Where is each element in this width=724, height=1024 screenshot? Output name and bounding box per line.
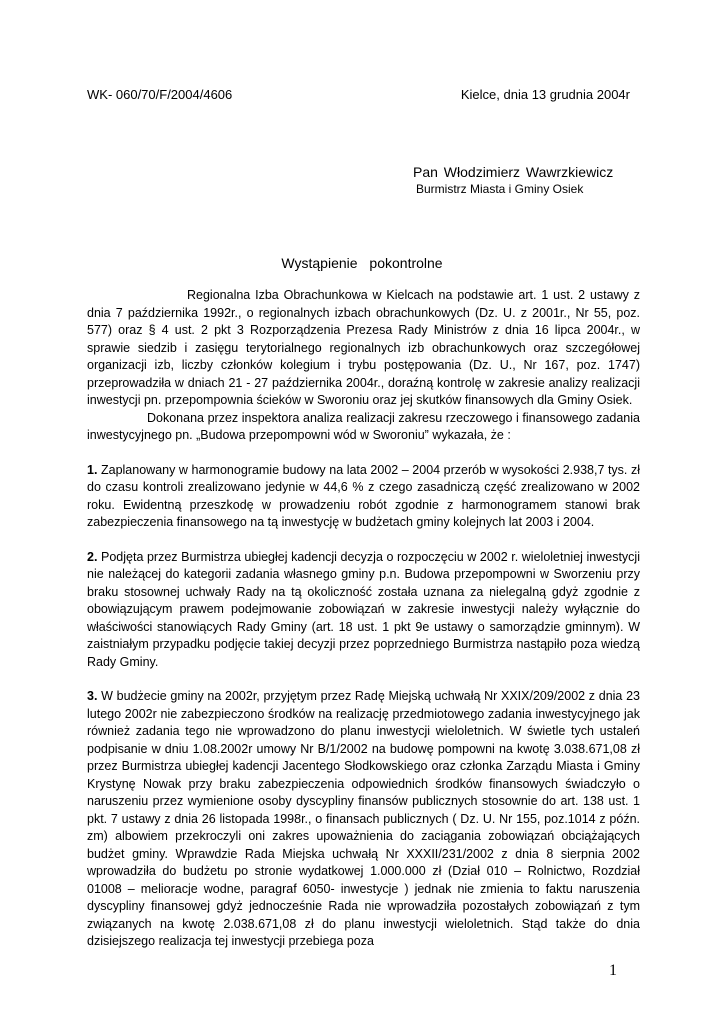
point-number: 1. bbox=[87, 462, 98, 477]
addressee-block bbox=[413, 163, 613, 197]
reference-number: WK- 060/70/F/2004/4606 bbox=[87, 87, 233, 102]
point-text: W budżecie gminy na 2002r, przyjętym przez Radę Miejską uchwałą Nr XXIX/209/2002 z dnia 23 lutego 2002r nie zabezpieczono środków na realizację przedmiotowego zadania inwestycyjnego jak również zadania tego nie wprowadzono do planu inwestycji wieloletnich. W świetle tych ustaleń podpisanie w dniu 1.08.2002r umowy Nr B/1/2002 na budowę pompowni na kwotę 3.038.671,08 zł przez Burmistrza ubiegłej kadencji Jacentego Słodkowskiego oraz członka Zarządu Miasta i Gminy Krystynę Nowak przy braku zabezpieczenia odpowiednich środków finansowych świadczyło o naruszeniu przez wymienione osoby dyscypliny finansów publicznych stosownie do art. 138 ust. 1 pkt. 7 ustawy z dnia 26 listopada 1998r., o finansach publicznych ( Dz. U. Nr 155, poz.1014 z późn. zm) albowiem przekroczyli oni zakres upoważnienia do zaciągania zobowiązań obciążających budżet gminy. Wprawdzie Rada Miejska uchwałą Nr XXXII/231/2002 z dnia 8 sierpnia 2002 wprowadziła do budżetu po stronie wydatkowej 1.000.000 zł (Dział 010 – Rolnictwo, Rozdział 01008 – melioracje wodne, paragraf 6050- inwestycje ) jednak nie zmienia to faktu naruszenia dyscypliny finansowej gdyż jednocześnie Rada nie wprowadziła pozostałych zobowiązań z tym związanych na kwotę 2.038.671,08 zł do planu inwestycji wieloletnich. Stąd także do dnia dzisiejszego realizacja tej inwestycji przebiega poza bbox=[87, 689, 640, 948]
intro-paragraph: Regionalna Izba Obrachunkowa w Kielcach na podstawie art. 1 ust. 2 ustawy z dnia 7 października 1992r., o regionalnych izbach obrachunkowych (Dz. U. z 2001r., Nr 55, poz. 577) oraz § 4 ust. 2 pkt 3 Rozporządzenia Prezesa Rady Ministrów z dnia 16 lipca 2004r., w sprawie siedzib i zasięgu terytorialnego regionalnych izb obrachunkowych oraz szczegółowej organizacji izb, liczby członków kolegium i trybu postępowania (Dz. U., Nr 167, poz. 1747) przeprowadziła w dniach 21 - 27 października 2004r., doraźną kontrolę w zakresie analizy realizacji inwestycji pn. przepompownia ścieków w Sworoniu oraz jej skutków finansowych dla Gminy Osiek. bbox=[87, 288, 640, 407]
point-1 bbox=[87, 462, 640, 532]
document-title: Wystąpienie pokontrolne bbox=[281, 255, 443, 271]
letter-header bbox=[87, 87, 630, 105]
point-number: 3. bbox=[87, 689, 98, 703]
point-2 bbox=[87, 549, 640, 672]
document-body bbox=[87, 287, 640, 951]
page-number: 1 bbox=[609, 962, 617, 979]
point-number: 2. bbox=[87, 549, 98, 564]
point-text: Zaplanowany w harmonogramie budowy na lata 2002 – 2004 przerób w wysokości 2.938,7 tys. zł do czasu kontroli zrealizowano jedynie w 44,6 % z czego zasadniczą część zrealizowano w 2002 roku. Ewidentną przeszkodę w prowadzeniu robót zgodnie z harmonogramem stanowi brak zabezpieczenia finansowego na tą inwestycję w budżetach gminy kolejnych lat 2003 i 2004. bbox=[87, 462, 640, 529]
place-date: Kielce, dnia 13 grudnia 2004r bbox=[460, 87, 630, 102]
addressee-title: Burmistrz Miasta i Gminy Osiek bbox=[416, 182, 584, 196]
point-text: Podjęta przez Burmistrza ubiegłej kadencji decyzja o rozpoczęciu w 2002 r. wieloletniej inwestycji nie należącej do kategorii zadania własnego gminy p.n. Budowa przepompowni w Sworzeniu przy braku stosownej uchwały Rady na tą okoliczność została uznana za nielegalną gdyż zgodnie z obowiązującym prawem podejmowanie zobowiązań w zakresie inwestycji należy wyłącznie do właściwości stanowiących Rady Gminy (art. 18 ust. 1 pkt 9e ustawy o samorządzie gminnym). W zaistniałym przypadku podjęcie takiej decyzji przez poprzedniego Burmistrza nastąpiło poza wiedzą Rady Gminy. bbox=[87, 549, 640, 669]
addressee-name: Pan Włodzimierz Wawrzkiewicz bbox=[413, 164, 614, 180]
point-3 bbox=[87, 688, 640, 951]
intro-paragraph-2: Dokonana przez inspektora analiza realizacji zakresu rzeczowego i finansowego zadania inwestycyjnego pn. „Budowa przepompowni wód w Sworoniu” wykazała, że : bbox=[87, 410, 640, 442]
